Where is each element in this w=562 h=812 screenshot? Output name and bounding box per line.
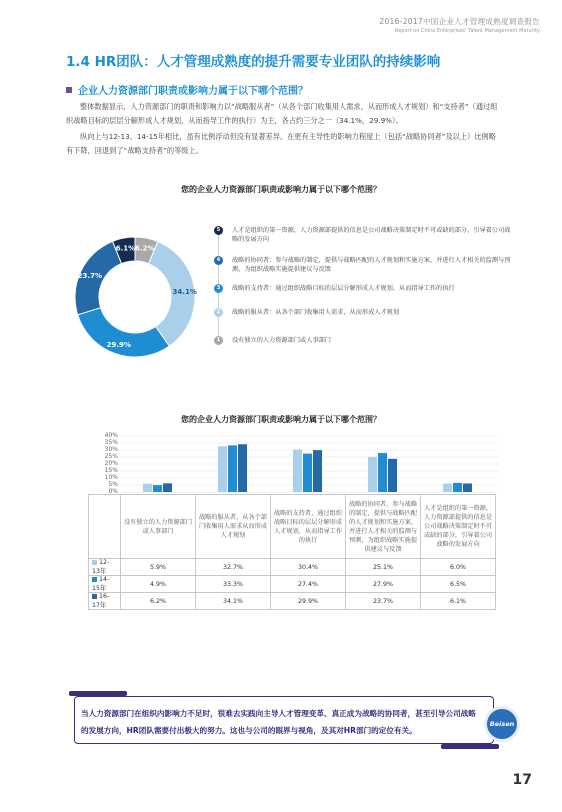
y-tick-label: 20% bbox=[104, 460, 118, 467]
bar bbox=[293, 449, 302, 492]
table-cell: 4.9% bbox=[121, 576, 196, 593]
bar bbox=[238, 444, 247, 492]
bar bbox=[303, 454, 312, 492]
series-label: 16-17年 bbox=[89, 593, 121, 610]
donut-slice bbox=[78, 308, 170, 357]
table-cell: 27.9% bbox=[346, 576, 421, 593]
callout-decoration-top bbox=[69, 691, 127, 696]
table-cell: 6.5% bbox=[421, 576, 496, 593]
bar-chart-title: 您的企业人力资源部门职责或影响力属于以下哪个范围？ bbox=[181, 415, 381, 424]
bar bbox=[163, 483, 172, 492]
sub-title bbox=[66, 82, 308, 97]
table-cell: 5.9% bbox=[121, 559, 196, 576]
report-title-cn: 2016-2017中国企业人才管理成熟度调查报告 bbox=[379, 17, 540, 26]
legend-number-badge: 3 bbox=[214, 284, 223, 293]
donut-chart bbox=[60, 222, 210, 372]
series-label: 12-13年 bbox=[89, 559, 121, 576]
table-cell: 23.7% bbox=[346, 593, 421, 610]
bar bbox=[463, 483, 472, 492]
series-label: 14-15年 bbox=[89, 576, 121, 593]
y-tick-label: 0% bbox=[108, 488, 118, 495]
bar bbox=[388, 459, 397, 492]
y-tick-label: 25% bbox=[104, 453, 118, 460]
series-swatch bbox=[92, 560, 97, 565]
callout-box bbox=[74, 696, 494, 744]
category-label: 人才是组织的第一资源，人力资源部提供的信息是公司战略决策制定时不可或缺的部分，引导着公司战略的发展方向 bbox=[421, 495, 496, 559]
bar bbox=[218, 446, 227, 492]
bar bbox=[453, 483, 462, 492]
bar bbox=[443, 484, 452, 492]
legend-text: 人才是组织的第一资源，人力资源部提供的信息是公司战略决策制定时不可或缺的部分，引导着公司战略的发展方向 bbox=[232, 227, 511, 243]
sub-title-text: 企业人力资源部门职责或影响力属于以下哪个范围？ bbox=[78, 86, 308, 97]
beisen-logo: Beisen bbox=[484, 706, 520, 742]
callout-decoration-bottom bbox=[441, 744, 499, 749]
table-row bbox=[89, 576, 496, 593]
bar bbox=[228, 445, 237, 492]
donut-slice-label: 23.7% bbox=[77, 272, 102, 281]
legend-number-badge: 2 bbox=[214, 308, 223, 317]
table-cell: 34.1% bbox=[196, 593, 271, 610]
bar bbox=[143, 484, 152, 492]
square-bullet-icon bbox=[66, 87, 72, 93]
callout-text: 当人力资源部门在组织内影响力不足时，很难去实践向主导人才管理变革、真正成为战略的协同者，甚至引导公司战略的发展方向，HR团队需要付出极大的努力。这也与公司的眼界与视角，及其对HR部门的定位有关。 bbox=[81, 709, 476, 735]
donut-slice-label: 6.2% bbox=[134, 244, 155, 253]
table-cell: 29.9% bbox=[271, 593, 346, 610]
table-cell: 33.3% bbox=[196, 576, 271, 593]
y-tick-label: 10% bbox=[104, 474, 118, 481]
category-label: 没有独立的人力资源部门或人事部门 bbox=[121, 495, 196, 559]
legend-number-badge: 5 bbox=[214, 226, 223, 235]
legend-text: 战略的服从者：从各个部门收集用人需求，从而形成人才规划 bbox=[232, 309, 400, 316]
y-tick-label: 5% bbox=[108, 481, 118, 488]
bar bbox=[378, 453, 387, 492]
report-title-en: Report on China Enterprises' Talent Management Maturity bbox=[394, 28, 540, 34]
bar bbox=[368, 457, 377, 492]
legend-number-badge: 4 bbox=[214, 256, 223, 265]
paragraph-2: 纵向上与12-13、14-15年相比，虽有比例浮动但没有显著差异。在更有主导性的影响力程度上（包括“战略协同者”及以上）比例略有下降，回退到了“战略支持者”的等级上。 bbox=[66, 132, 496, 155]
donut-slice-label: 6.1% bbox=[115, 244, 136, 253]
legend-number-badge: 1 bbox=[214, 336, 223, 345]
page-number: 17 bbox=[512, 772, 532, 788]
category-label: 战略的支持者，通过组织战略目标的层层分解形成人才规划，从而指导工作的执行 bbox=[271, 495, 346, 559]
section-title: 1.4 HR团队：人才管理成熟度的提升需要专业团队的持续影响 bbox=[66, 54, 441, 70]
table-cell: 32.7% bbox=[196, 559, 271, 576]
legend-text: 战略的支持者：通过组织战略目标的层层分解形成人才规划，从而指导工作的执行 bbox=[232, 285, 455, 292]
category-label: 战略的协同者，参与战略的制定，提供与战略匹配的人才规划和实施方案，并进行人才相关的监测与预测，为组织战略实施提供建议与反馈 bbox=[346, 495, 421, 559]
y-tick-label: 30% bbox=[104, 446, 118, 453]
legend-text: 没有独立的人力资源部门或人事部门 bbox=[232, 337, 331, 344]
series-swatch bbox=[92, 594, 97, 599]
table-cell: 25.1% bbox=[346, 559, 421, 576]
y-tick-label: 40% bbox=[104, 432, 118, 439]
table-row bbox=[89, 593, 496, 610]
table-row bbox=[89, 559, 496, 576]
table-cell: 30.4% bbox=[271, 559, 346, 576]
legend-text: 战略的协同者：参与战略的制定，提供与战略匹配的人才规划和实施方案，并进行人才相关的监测与预测，为组织战略实施提供建议与反馈 bbox=[232, 257, 511, 273]
table-cell: 6.2% bbox=[121, 593, 196, 610]
table-cell: 6.0% bbox=[421, 559, 496, 576]
table-cell: 6.1% bbox=[421, 593, 496, 610]
donut-slice-label: 34.1% bbox=[172, 288, 197, 297]
bar bbox=[153, 485, 162, 492]
donut-chart-title: 您的企业人力资源部门职责或影响力属于以下哪个范围？ bbox=[181, 185, 381, 194]
bar bbox=[313, 450, 322, 492]
category-label: 战略的服从者，从各个部门收集用人需求从而形成人才规划 bbox=[196, 495, 271, 559]
table-corner-cell bbox=[89, 495, 121, 559]
report-header bbox=[379, 16, 540, 34]
series-swatch bbox=[92, 577, 97, 582]
data-table bbox=[88, 494, 496, 610]
paragraph-1: 整体数据显示，人力资源部门的职责和影响力以“战略服从者”（从各个部门收集用人需求，从而形成人才规划）和“支持者”（通过组织战略目标的层层分解形成人才规划，从而指导工作的执行）为主，各占约三分之一（34.1%，29.9%）。 bbox=[66, 102, 498, 125]
table-cell: 27.4% bbox=[271, 576, 346, 593]
y-tick-label: 15% bbox=[104, 467, 118, 474]
donut-slice-label: 29.9% bbox=[106, 340, 131, 349]
y-tick-label: 35% bbox=[104, 439, 118, 446]
bar-chart bbox=[120, 432, 498, 500]
